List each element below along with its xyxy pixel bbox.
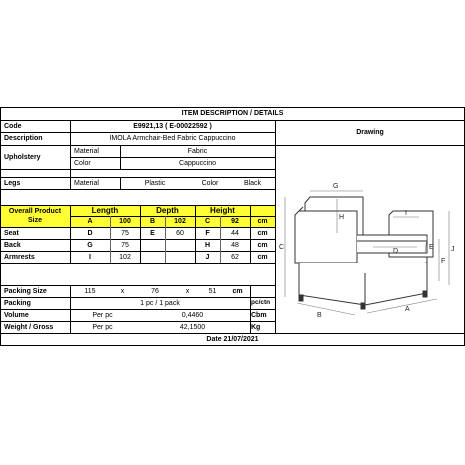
seat-value-d: 75 (121, 229, 129, 237)
back-label: Back (4, 241, 21, 249)
armchair-drawing (277, 167, 457, 327)
seat-letter-e: E (150, 229, 155, 237)
depth-letter: B (140, 216, 165, 227)
upholstery-color-label: Color (74, 159, 91, 167)
packing-size-length: 115 (84, 287, 96, 295)
weight-label: Weight / Gross (4, 323, 54, 331)
overall-unit: cm (250, 216, 275, 227)
packing-size-x1: x (120, 287, 125, 295)
volume-per: Per pc (92, 311, 113, 319)
upholstery-color-value: Cappuccino (179, 159, 216, 167)
overall-label (0, 205, 70, 227)
legs-color-value: Black (243, 179, 262, 187)
legs-material-value: Plastic (144, 179, 166, 187)
packing-label: Packing (4, 299, 31, 307)
armrests-unit: cm (257, 253, 268, 261)
seat-label: Seat (4, 229, 19, 237)
dim-label-a: A (405, 306, 410, 313)
back-value-g: 75 (121, 241, 129, 249)
legs-material-label: Material (74, 179, 99, 187)
packing-unit: pc/ctn (251, 298, 271, 306)
spec-sheet (0, 107, 465, 357)
packing-size-unit: cm (232, 287, 243, 295)
height-letter: C (195, 216, 220, 227)
upholstery-material-label: Material (74, 147, 99, 155)
dim-label-j: J (451, 246, 455, 253)
date-footer: Date 21/07/2021 (206, 335, 259, 343)
length-value: 100 (110, 216, 140, 227)
dim-label-c: C (279, 244, 285, 251)
drawing-title: Drawing (356, 129, 384, 136)
description-label: Description (4, 135, 43, 142)
packing-size-depth: 76 (151, 287, 159, 295)
volume-label: Volume (4, 311, 29, 319)
back-letter-g: G (87, 241, 93, 249)
depth-value: 102 (165, 216, 195, 227)
height-header: Height (195, 205, 250, 216)
packing-size-height: 51 (208, 287, 217, 295)
armrests-letter-j: J (205, 253, 210, 261)
seat-value-e: 60 (176, 229, 184, 237)
armrests-value-j: 62 (231, 253, 239, 261)
overall-label-line2: Size (27, 217, 42, 224)
dim-label-f: F (441, 258, 446, 265)
code-label: Code (4, 122, 22, 130)
upholstery-label: Upholstery (4, 153, 41, 161)
armrests-letter-i: I (89, 253, 91, 261)
back-unit: cm (257, 241, 268, 249)
packing-size-x2: x (185, 287, 190, 295)
dim-label-e: E (429, 244, 434, 251)
weight-unit: Kg (251, 323, 261, 331)
dim-label-d: D (393, 248, 399, 255)
length-header: Length (70, 205, 140, 216)
legs-color-label: Color (201, 179, 219, 187)
upholstery-material-value: Fabric (187, 147, 208, 155)
back-value-h: 48 (231, 241, 239, 249)
length-letter: A (70, 216, 110, 227)
depth-header: Depth (140, 205, 195, 216)
description-value: IMOLA Armchair-Bed Fabric Cappuccino (109, 135, 236, 142)
seat-letter-f: F (205, 229, 210, 237)
volume-value: 0,4460 (181, 311, 204, 319)
height-value: 92 (220, 216, 250, 227)
overall-label-line1: Overall Product (8, 208, 62, 215)
back-letter-h: H (204, 241, 211, 249)
dim-label-b: B (317, 312, 322, 319)
armrests-value-i: 102 (119, 253, 131, 261)
dim-label-h: H (339, 214, 345, 221)
packing-value: 1 pc / 1 pack (140, 299, 180, 307)
seat-letter-d: D (87, 229, 93, 237)
dim-label-i: I (405, 210, 407, 217)
packing-size-label: Packing Size (4, 287, 47, 295)
code-value: E9921,13 ( E-00022592 ) (133, 122, 212, 130)
legs-label: Legs (4, 179, 21, 187)
weight-per: Per pc (92, 323, 113, 331)
sheet-header: ITEM DESCRIPTION / DETAILS (181, 110, 284, 117)
seat-value-f: 44 (231, 229, 239, 237)
volume-unit: Cbm (251, 311, 267, 319)
dim-label-g: G (333, 183, 339, 190)
seat-unit: cm (257, 229, 268, 237)
weight-value: 42,1500 (179, 323, 206, 331)
armrests-label: Armrests (4, 253, 35, 261)
